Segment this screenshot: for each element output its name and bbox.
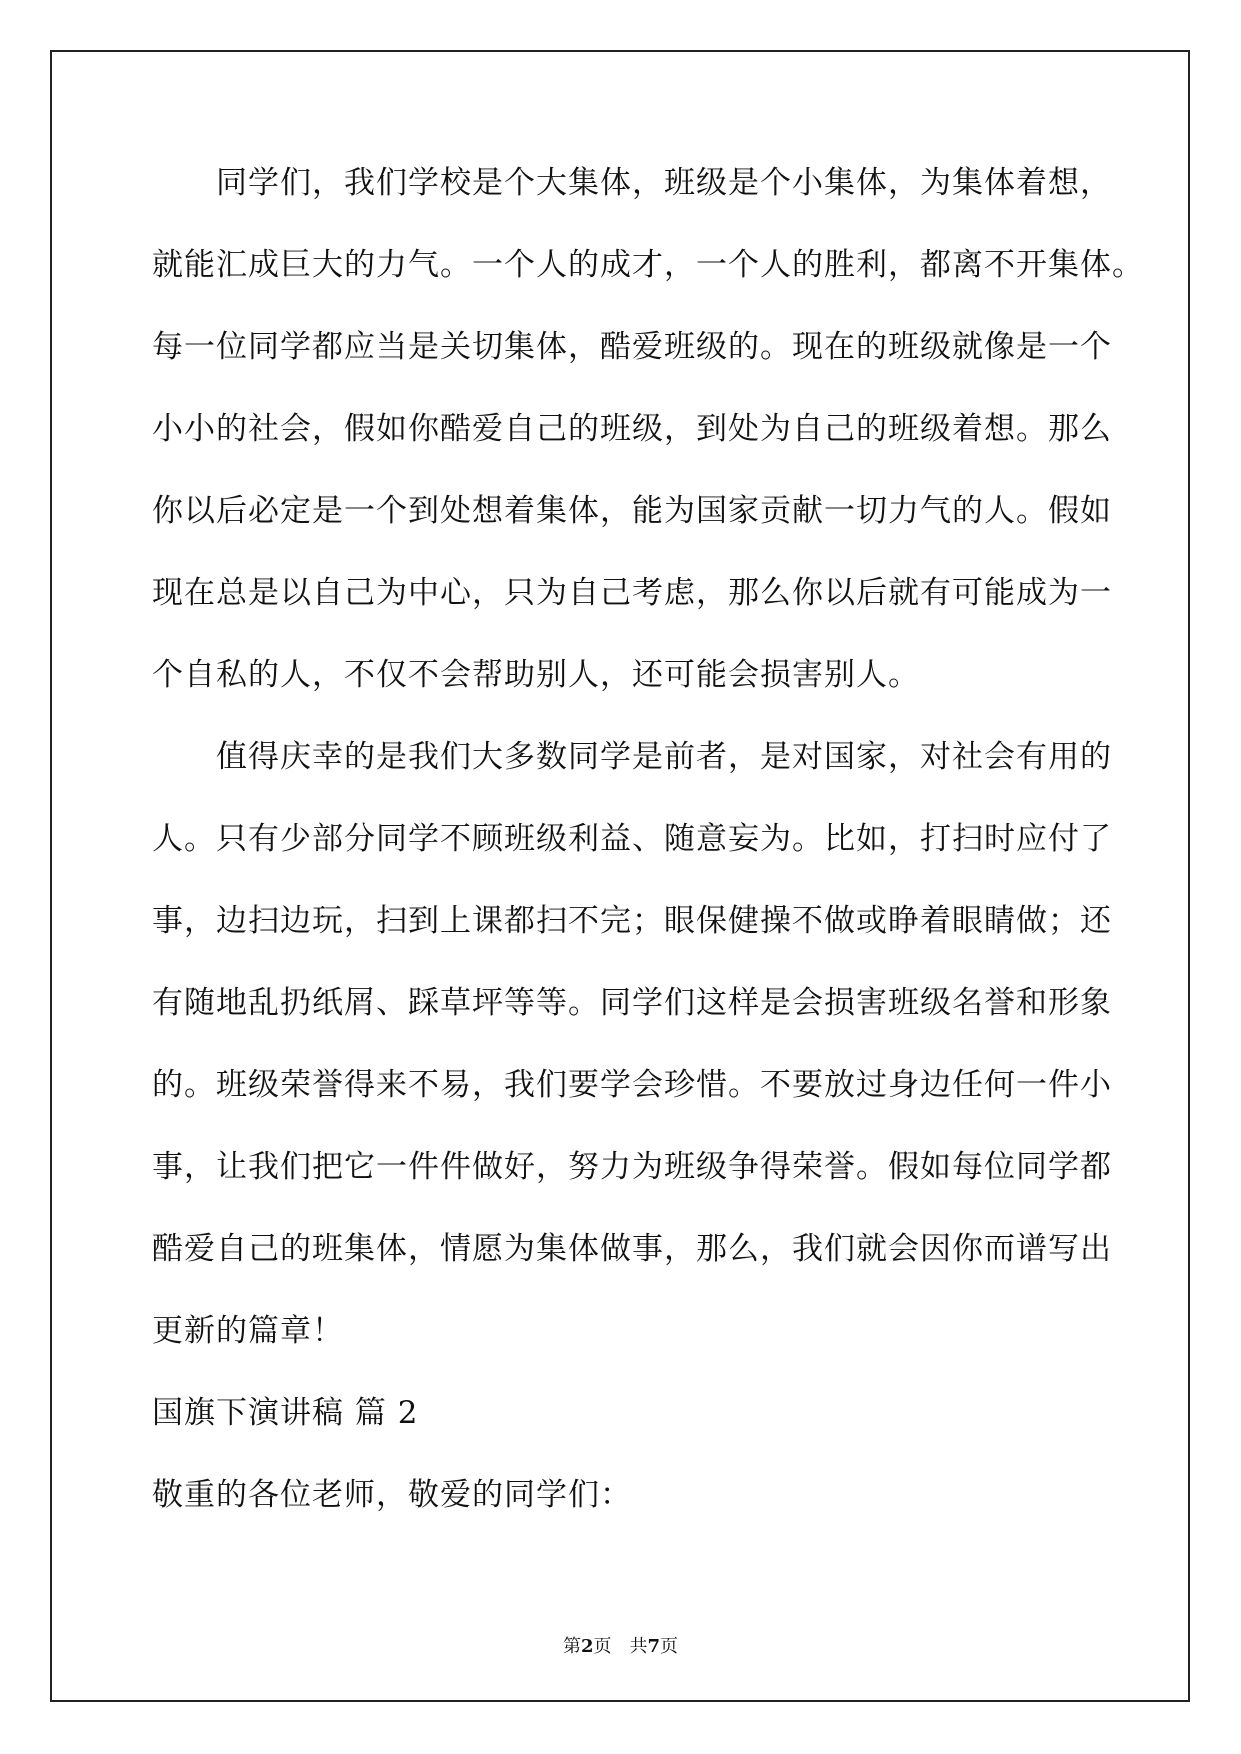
text-line: 就能汇成巨大的力气。一个人的成才，一个人的胜利，都离不开集体。: [152, 247, 1144, 283]
text-line: 敬重的各位老师，敬爱的同学们：: [152, 1477, 632, 1513]
text-line: 有随地乱扔纸屑、踩草坪等等。同学们这样是会损害班级名誉和形象: [152, 985, 1112, 1021]
text-line: 酷爱自己的班集体，情愿为集体做事，那么，我们就会因你而谱写出: [152, 1231, 1112, 1267]
text-line: 的。班级荣誉得来不易，我们要学会珍惜。不要放过身边任何一件小: [152, 1067, 1112, 1103]
text-line: 事，让我们把它一件件做好，努力为班级争得荣誉。假如每位同学都: [152, 1149, 1112, 1185]
text-line: 国旗下演讲稿 篇 2: [152, 1395, 419, 1431]
text-line: 你以后必定是一个到处想着集体，能为国家贡献一切力气的人。假如: [152, 493, 1112, 529]
footer-total-number: 7: [647, 1636, 661, 1657]
footer-total-prefix: 共: [629, 1636, 648, 1657]
footer-page-prefix: 第: [562, 1636, 581, 1657]
text-line: 每一位同学都应当是关切集体，酷爱班级的。现在的班级就像是一个: [152, 329, 1112, 365]
document-body: [152, 160, 1144, 1554]
footer-page-suffix: 页: [593, 1636, 612, 1657]
text-line: 个自私的人，不仅不会帮助别人，还可能会损害别人。: [152, 657, 920, 693]
text-line: 同学们，我们学校是个大集体，班级是个小集体，为集体着想，: [216, 165, 1112, 201]
text-line: 值得庆幸的是我们大多数同学是前者，是对国家，对社会有用的: [216, 739, 1112, 775]
page-footer: [0, 1632, 1241, 1658]
footer-page-number: 2: [580, 1636, 594, 1657]
text-line: 事，边扫边玩，扫到上课都扫不完；眼保健操不做或睁着眼睛做；还: [152, 903, 1112, 939]
text-line: 现在总是以自己为中心，只为自己考虑，那么你以后就有可能成为一: [152, 575, 1112, 611]
text-line: 小小的社会，假如你酷爱自己的班级，到处为自己的班级着想。那么: [152, 411, 1112, 447]
footer-total-suffix: 页: [660, 1636, 679, 1657]
text-line: 人。只有少部分同学不顾班级利益、随意妄为。比如，打扫时应付了: [152, 821, 1112, 857]
text-line: 更新的篇章！: [152, 1313, 344, 1349]
